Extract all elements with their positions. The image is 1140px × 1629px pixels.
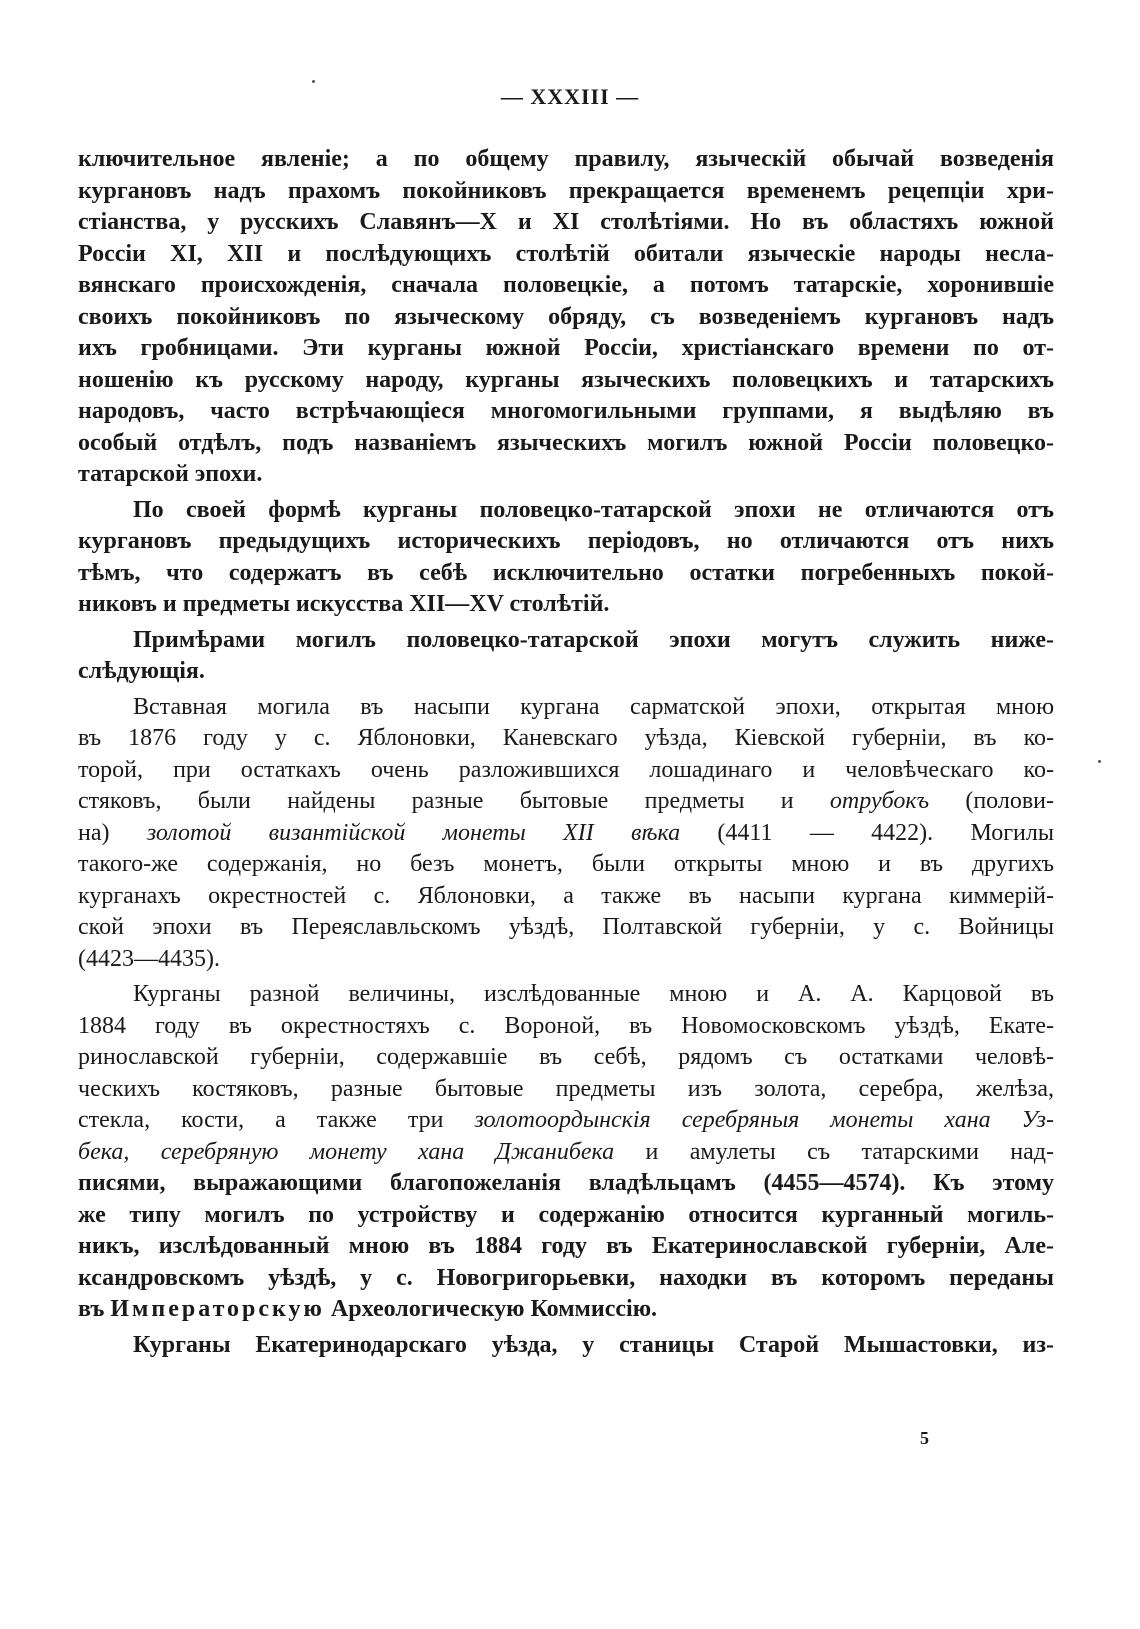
text-line: народовъ, часто встрѣчающіеся многомогильными группами, я выдѣляю въ (78, 398, 1054, 424)
text-line (78, 1105, 1054, 1137)
text-line: ческихъ костяковъ, разные бытовые предметы изъ золота, серебра, желѣза, (78, 1075, 1054, 1102)
text-segment: въ (78, 1296, 111, 1322)
text-segment: на) (78, 819, 147, 846)
body-text (78, 144, 1054, 1361)
text-line: ринославской губерніи, содержавшіе въ себѣ, рядомъ съ остатками человѣ- (78, 1044, 1054, 1070)
italic-term: золотой византійской монеты XII вѣка (146, 819, 681, 846)
text-line: вянскаго происхожденія, сначала половецкіе, а потомъ татарскіе, хоронившіе (78, 272, 1054, 298)
text-line (78, 1294, 1054, 1326)
text-line: ихъ гробницами. Эти курганы южной Россіи, христіанскаго времени по от- (78, 335, 1054, 361)
text-line: своихъ покойниковъ по языческому обряду, съ возведеніемъ кургановъ надъ (78, 303, 1054, 330)
text-segment: (4411 — 4422). Могилы (680, 819, 1054, 846)
text-line (78, 818, 1054, 850)
text-line: татарской эпохи. (78, 461, 263, 487)
text-line: Вставная могила въ насыпи кургана сарматской эпохи, открытая мною (133, 693, 1054, 720)
signature-mark: 5 (920, 1428, 929, 1448)
text-line: стіанства, у русскихъ Славянъ—X и XI столѣтіями. Но въ областяхъ южной (78, 209, 1054, 235)
text-line: же типу могилъ по устройству и содержанію относится курганный могиль- (78, 1201, 1054, 1228)
text-line: Курганы разной величины, изслѣдованные мною и А. А. Карцовой въ (133, 981, 1054, 1007)
text-line: кургановъ предыдущихъ историческихъ періодовъ, но отличаются отъ нихъ (78, 528, 1054, 554)
text-line: ской эпохи въ Переяславльскомъ уѣздѣ, Полтавской губерніи, у с. Войницы (78, 914, 1054, 940)
scan-speck (1098, 760, 1101, 763)
text-segment: стекла, кости, а также три (78, 1107, 475, 1133)
text-line: (4423—4435). (78, 945, 220, 972)
text-line: слѣдующія. (78, 658, 205, 684)
italic-term: золотоордынскія серебряныя монеты хана Уз- (474, 1107, 1054, 1133)
text-segment: Археологическую Коммиссію. (324, 1296, 658, 1322)
text-line: курганахъ окрестностей с. Яблоновки, а также въ насыпи кургана киммерій- (78, 882, 1054, 909)
text-line: особый отдѣлъ, подъ названіемъ языческихъ могилъ южной Россіи половецко- (78, 429, 1054, 456)
text-line: ксандровскомъ уѣздѣ, у с. Новогригорьевки, находки въ которомъ переданы (78, 1264, 1054, 1291)
text-line: кургановъ надъ прахомъ покойниковъ прекращается временемъ рецепціи хри- (78, 177, 1054, 204)
text-line (78, 786, 1054, 818)
text-line (78, 1137, 1054, 1169)
scan-speck (312, 80, 315, 83)
paragraph-5 (78, 979, 1054, 1326)
text-segment: стяковъ, были найдены разные бытовые предметы и (78, 788, 830, 814)
text-line: такого-же содержанія, но безъ монетъ, были открыты мною и въ другихъ (78, 851, 1054, 877)
paragraph-1 (78, 144, 1054, 491)
text-line: Курганы Екатеринодарскаго уѣзда, у станицы Старой Мышастовки, из- (133, 1331, 1054, 1358)
text-line: никовъ и предметы искусства XII—XV столѣтій. (78, 591, 610, 617)
text-line: Россіи XI, XII и послѣдующихъ столѣтій обитали языческіе народы несла- (78, 240, 1054, 267)
text-segment: и амулеты съ татарскими над- (614, 1138, 1054, 1165)
text-line: ношенію къ русскому народу, курганы языческихъ половецкихъ и татарскихъ (78, 366, 1054, 393)
text-line: торой, при остаткахъ очень разложившихся лошадинаго и человѣческаго ко- (78, 756, 1054, 783)
text-line: По своей формѣ курганы половецко-татарской эпохи не отличаются отъ (133, 496, 1054, 523)
page-header: — XXXIII — (500, 84, 640, 109)
text-line: никъ, изслѣдованный мною въ 1884 году въ Екатеринославской губерніи, Але- (78, 1233, 1054, 1259)
text-line: въ 1876 году у с. Яблоновки, Каневскаго уѣзда, Кіевской губерніи, въ ко- (78, 725, 1054, 751)
italic-term: бека, (78, 1138, 161, 1165)
spaced-term: Императорскую (110, 1296, 325, 1322)
italic-term: отрубокъ (829, 788, 930, 814)
text-line: писями, выражающими благопожеланія владѣльцамъ (4455—4574). Къ этому (78, 1170, 1054, 1196)
paragraph-3 (78, 625, 1054, 688)
paragraph-4 (78, 692, 1054, 976)
text-line: ключительное явленіе; а по общему правилу, языческій обычай возведенія (78, 146, 1054, 172)
paragraph-2 (78, 495, 1054, 621)
text-segment: (полови- (929, 788, 1054, 814)
italic-term: серебряную монету хана Джанибека (160, 1138, 615, 1165)
text-line: Примѣрами могилъ половецко-татарской эпохи могутъ служить ниже- (133, 626, 1054, 653)
text-line: 1884 году въ окрестностяхъ с. Вороной, въ Новомосковскомъ уѣздѣ, Екате- (78, 1012, 1054, 1039)
paragraph-6 (78, 1330, 1054, 1362)
text-line: тѣмъ, что содержатъ въ себѣ исключительно остатки погребенныхъ покой- (78, 559, 1054, 586)
